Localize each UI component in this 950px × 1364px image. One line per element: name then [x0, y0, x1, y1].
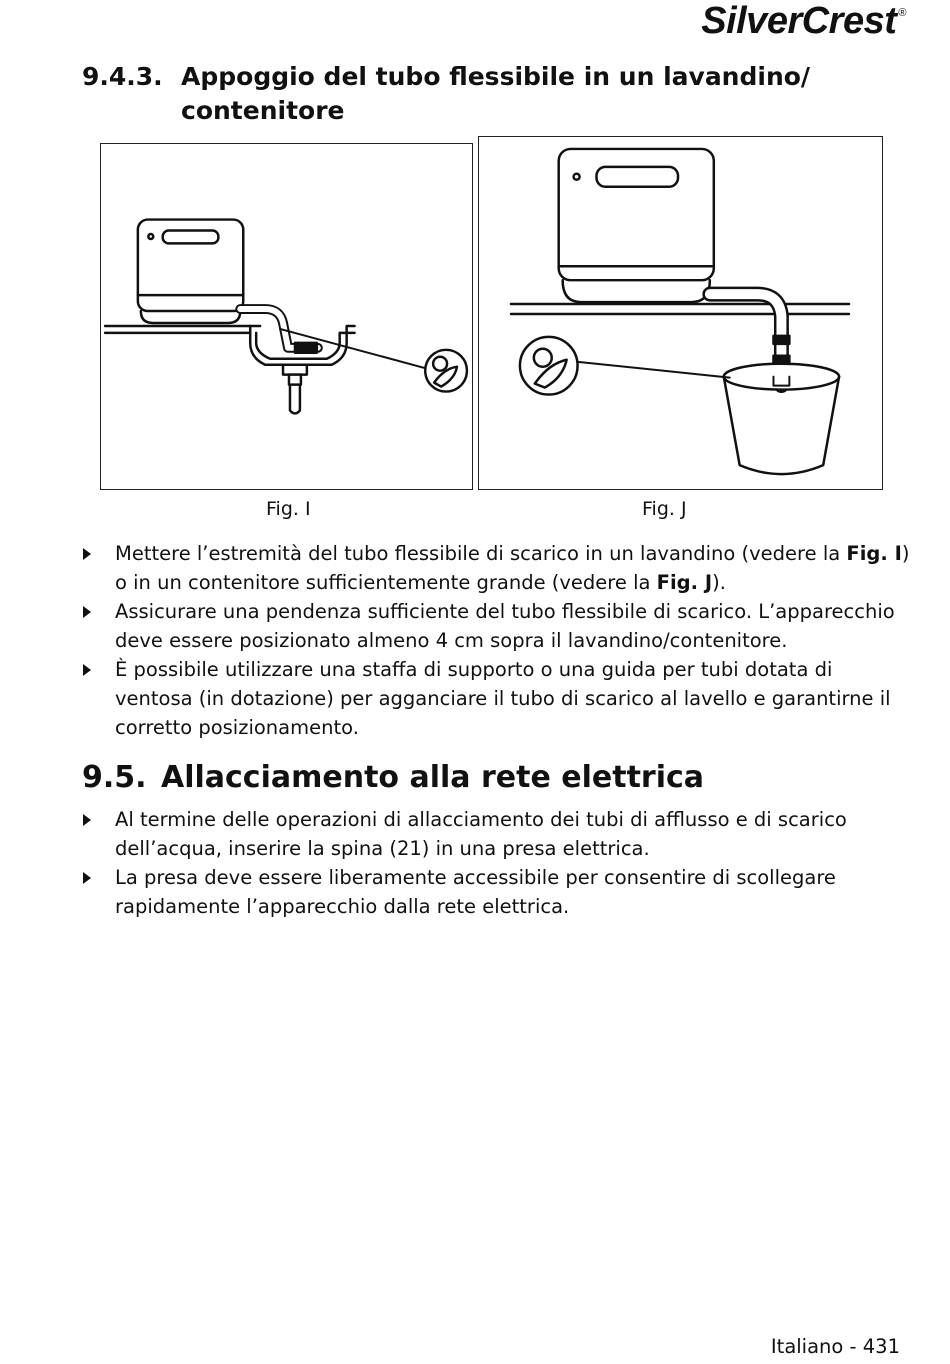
- list-item-text: Mettere l’estremità del tubo flessibile di scarico in un lavandino (vedere la: [115, 542, 847, 565]
- figure-i-illustration: [100, 143, 473, 490]
- brand-logo: [701, 2, 904, 40]
- list-item: È possibile utilizzare una staffa di supporto o una guida per tubi dotata di ventosa (in dotazione) per agganciare il tubo di scarico al lavello e garantirne il corretto posizionamento.: [82, 655, 912, 742]
- figure-j-caption: Fig. J: [642, 498, 687, 520]
- list-item-text: ).: [712, 571, 726, 594]
- registered-mark: ®: [898, 7, 906, 19]
- list-item: Assicurare una pendenza sufficiente del tubo flessibile di scarico. L’apparecchio deve essere posizionato almeno 4 cm sopra il lavandino/contenitore.: [82, 597, 912, 655]
- page-footer: Italiano - 431: [770, 1335, 900, 1358]
- section-number: 9.5.: [82, 760, 147, 795]
- section-heading-9-4-3: [82, 60, 882, 128]
- section-title: Appoggio del tubo flessibile in un lavandino/ contenitore: [181, 62, 811, 125]
- brand-logo-text: SilverCrest: [701, 0, 897, 42]
- list-item: [82, 539, 912, 597]
- figure-i-caption: Fig. I: [266, 498, 311, 520]
- instructions-list-9-5: [82, 805, 912, 921]
- figure-reference: Fig. J: [656, 571, 713, 594]
- section-heading-9-5: [82, 758, 882, 798]
- figure-reference: Fig. I: [846, 542, 902, 565]
- section-number: 9.4.3.: [82, 62, 163, 91]
- sink-drain-drawing: [101, 144, 472, 489]
- list-item: La presa deve essere liberamente accessibile per consentire di scollegare rapidamente l’apparecchio dalla rete elettrica.: [82, 863, 912, 921]
- section-title: Allacciamento alla rete elettrica: [161, 760, 705, 795]
- container-drain-drawing: [479, 137, 882, 489]
- list-item-text: ) o in un contenitore sufficientemente grande (vedere la: [115, 542, 910, 594]
- instructions-list-9-4-3: [82, 539, 912, 742]
- list-item: Al termine delle operazioni di allacciamento dei tubi di afflusso e di scarico dell’acqua, inserire la spina (21) in una presa elettrica.: [82, 805, 912, 863]
- figure-j-illustration: [478, 136, 883, 490]
